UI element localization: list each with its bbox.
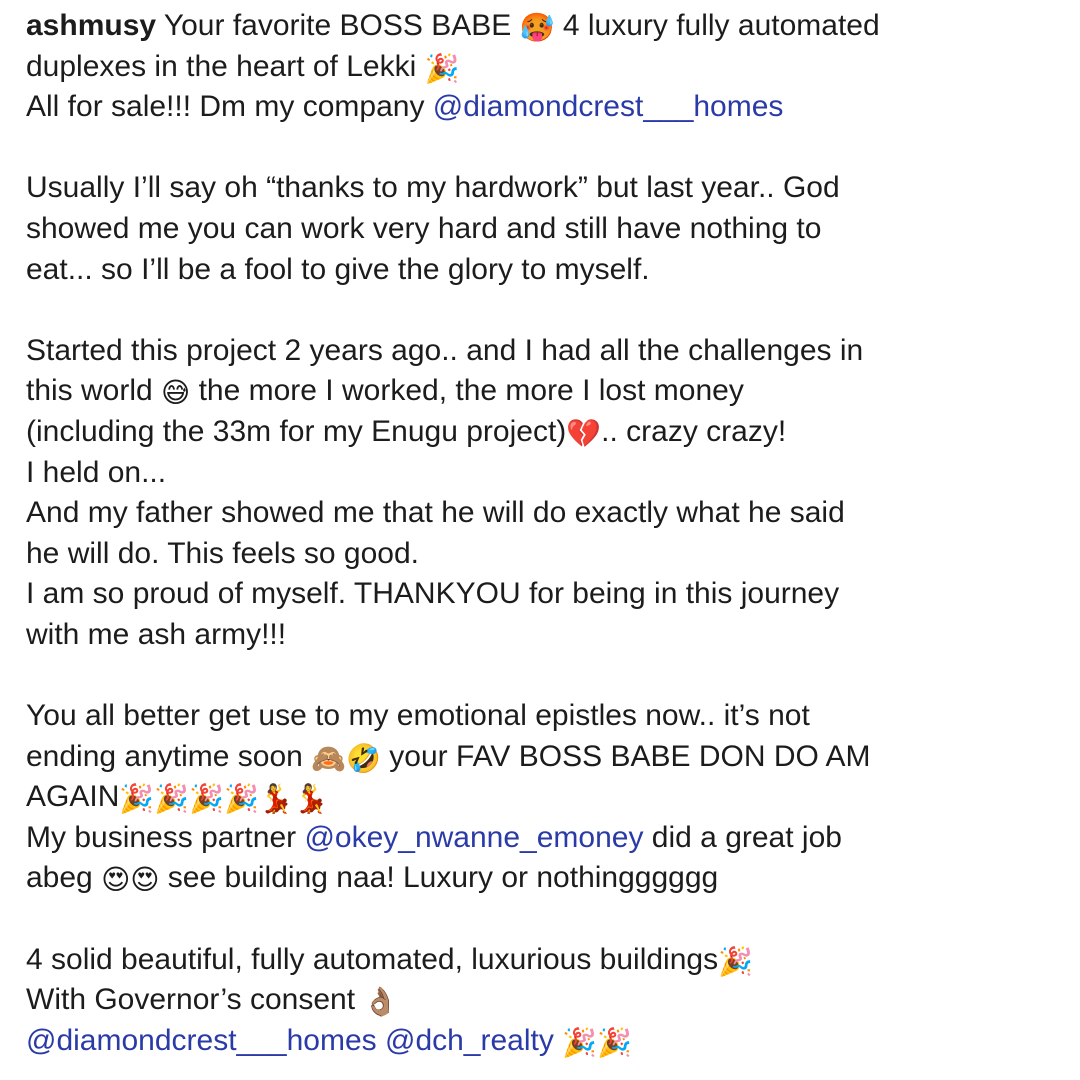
caption-line — [26, 940, 1066, 981]
rofl-emoji: 🤣 — [346, 741, 381, 775]
caption-line — [26, 6, 1066, 47]
paragraph-gap — [26, 128, 1066, 169]
caption-line — [26, 858, 1066, 899]
caption-text: this world — [26, 374, 162, 408]
broken-heart-emoji: 💔 — [566, 416, 602, 450]
caption-line: he will do. This feels so good. — [26, 536, 420, 570]
caption-line — [26, 818, 1066, 859]
caption-line — [26, 980, 1066, 1021]
caption-text: the more I worked, the more I lost money — [190, 374, 744, 408]
mention-diamondcrest-homes[interactable]: @diamondcrest___homes — [26, 1023, 377, 1057]
mention-okey-nwanne-emoney[interactable]: @okey_nwanne_emoney — [304, 820, 644, 854]
caption-text: see building naa! Luxury or nothingggggg — [159, 861, 719, 895]
caption-line: eat... so I’ll be a fool to give the glory to myself. — [26, 252, 650, 286]
hot-face-emoji: 🥵 — [519, 11, 555, 44]
party-and-dancer-emojis: 🎉🎉🎉🎉💃💃 — [119, 782, 329, 816]
caption-line: Started this project 2 years ago.. and I had all the challenges in — [26, 333, 864, 367]
caption-text: did a great job — [643, 820, 842, 854]
caption-line — [26, 87, 1066, 128]
caption-line — [26, 1021, 1066, 1062]
heart-eyes-emojis: 😍😍 — [101, 863, 160, 897]
username-link[interactable]: ashmusy — [26, 9, 157, 42]
caption-line: I am so proud of myself. THANKYOU for being in this journey — [26, 577, 840, 611]
caption-line: You all better get use to my emotional epistles now.. it’s not — [26, 699, 810, 733]
caption-text: .. crazy crazy! — [601, 414, 787, 448]
caption-text: your FAV BOSS BABE DON DO AM — [380, 739, 871, 773]
post-caption — [26, 6, 1066, 1061]
ok-hand-emoji: 👌🏽 — [363, 985, 399, 1019]
caption-line: Usually I’ll say oh “thanks to my hardwork” but last year.. God — [26, 171, 840, 205]
see-no-evil-monkey-emoji: 🙈 — [311, 741, 347, 775]
caption-line — [26, 777, 1066, 818]
paragraph-gap — [26, 656, 1066, 697]
caption-text: AGAIN — [26, 780, 120, 814]
caption-line — [26, 737, 1066, 778]
caption-text: Your favorite BOSS BABE — [156, 9, 520, 42]
caption-line — [26, 47, 1066, 88]
caption-text: (including the 33m for my Enugu project) — [26, 414, 567, 448]
caption-text: With Governor’s consent — [26, 983, 364, 1017]
caption-line: with me ash army!!! — [26, 617, 287, 651]
mention-diamondcrest-homes[interactable]: @diamondcrest___homes — [432, 90, 784, 124]
mention-dch-realty[interactable]: @dch_realty — [384, 1023, 554, 1057]
caption-text: duplexes in the heart of Lekki — [26, 49, 425, 83]
caption-line: And my father showed me that he will do exactly what he said — [26, 496, 845, 530]
caption-text: All for sale!!! Dm my company — [26, 90, 433, 124]
caption-text: abeg — [26, 861, 102, 895]
paragraph-gap — [26, 290, 1066, 331]
caption-text: 4 solid beautiful, fully automated, luxurious buildings — [26, 942, 719, 976]
party-popper-emojis: 🎉🎉 — [562, 1025, 632, 1059]
paragraph-gap — [26, 899, 1066, 940]
party-popper-emoji: 🎉 — [718, 944, 753, 978]
caption-line — [26, 371, 1066, 412]
caption-line: I held on... — [26, 455, 167, 489]
caption-text: My business partner — [26, 820, 305, 854]
caption-text: ending anytime soon — [26, 739, 312, 773]
grinning-sweat-emoji: 😅 — [161, 376, 191, 410]
caption-line — [26, 412, 1066, 453]
party-popper-emoji: 🎉 — [424, 51, 460, 85]
caption-text: 4 luxury fully automated — [554, 9, 880, 42]
caption-line: showed me you can work very hard and still have nothing to — [26, 211, 822, 245]
